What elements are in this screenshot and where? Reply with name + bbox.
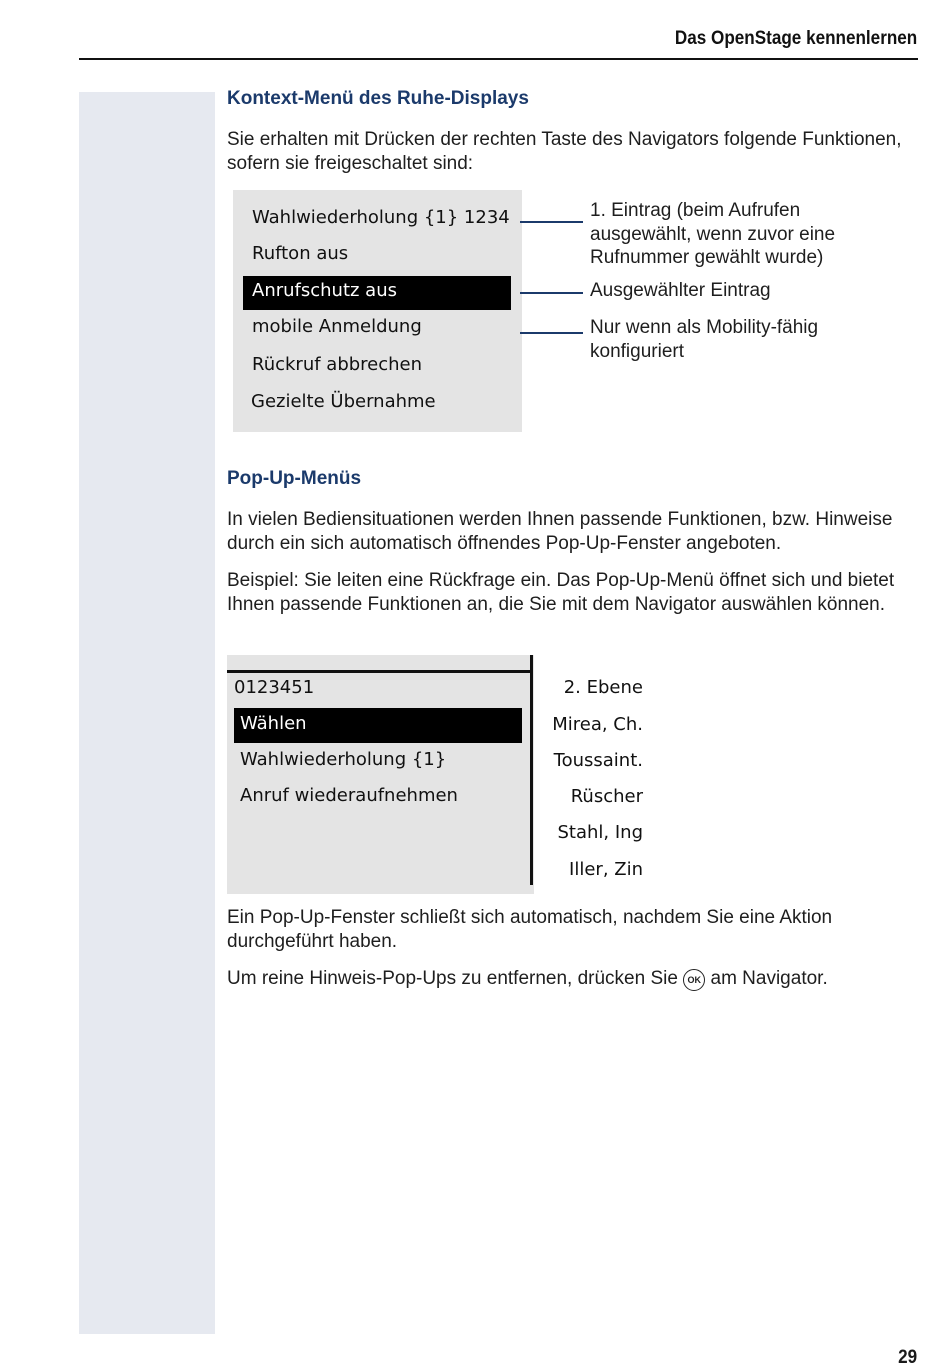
popup-display xyxy=(227,655,534,894)
menu-item-dnd-off-selected: Anrufschutz aus xyxy=(243,276,511,310)
callout-line-selected-entry xyxy=(520,292,583,294)
popup-para-4 xyxy=(227,967,927,991)
second-level-entry: Rüscher xyxy=(570,786,643,807)
second-level-entry: Stahl, Ing xyxy=(557,822,643,843)
ok-key-icon: OK xyxy=(683,969,705,991)
second-level-list xyxy=(543,0,643,880)
menu-item-redial: Wahlwiederholung {1} 1234 xyxy=(252,207,510,228)
popup-item-dial-selected: Wählen xyxy=(234,708,522,743)
section-heading-context-menu: Kontext-Menü des Ruhe-Displays xyxy=(227,88,529,109)
running-header: Das OpenStage kennenlernen xyxy=(674,28,917,49)
popup-para-2: Beispiel: Sie leiten eine Rückfrage ein. Das Pop-Up-Menü öffnet sich und bietet Ihnen passende Funktionen an, die Sie mit dem Navigator auswählen können. xyxy=(227,570,895,615)
popup-dialed-number: 0123451 xyxy=(234,677,315,698)
margin-column xyxy=(79,92,215,1334)
second-level-title: 2. Ebene xyxy=(563,677,643,698)
callout-line-first-entry xyxy=(520,221,583,223)
callout-mobility: Nur wenn als Mobility-fähig konfiguriert xyxy=(590,317,819,362)
callout-first-entry: 1. Eintrag (beim Aufrufen ausgewählt, wenn zuvor eine Rufnummer gewählt wurde) xyxy=(590,200,836,268)
header-rule xyxy=(79,58,918,60)
popup-para-4-before: Um reine Hinweis-Pop-Ups zu entfernen, drücken Sie xyxy=(227,968,678,989)
popup-item-resume-call: Anruf wiederaufnehmen xyxy=(240,785,458,806)
menu-item-directed-pickup: Gezielte Übernahme xyxy=(251,391,436,412)
popup-para-1: In vielen Bediensituationen werden Ihnen passende Funktionen, bzw. Hinweise durch ein sich automatisch öffnendes Pop-Up-Fenster angeboten. xyxy=(227,509,893,554)
idle-display-context-menu xyxy=(233,190,522,432)
callout-line-mobility xyxy=(520,332,583,334)
popup-para-4-after: am Navigator. xyxy=(710,968,828,989)
popup-right-border xyxy=(530,655,533,885)
second-level-entry: Mirea, Ch. xyxy=(552,714,643,735)
second-level-entry: Toussaint. xyxy=(553,750,643,771)
callout-selected-entry: Ausgewählter Eintrag xyxy=(590,280,771,301)
context-menu-intro: Sie erhalten mit Drücken der rechten Taste des Navigators folgende Funktionen, sofern sie freigeschaltet sind: xyxy=(227,129,902,174)
menu-item-ringer-off: Rufton aus xyxy=(252,243,349,264)
page-number: 29 xyxy=(897,1347,917,1368)
popup-para-3: Ein Pop-Up-Fenster schließt sich automatisch, nachdem Sie eine Aktion durchgeführt haben. xyxy=(227,907,833,952)
second-level-entry: Iller, Zin xyxy=(569,859,643,880)
popup-item-redial: Wahlwiederholung {1} xyxy=(240,749,447,770)
section-heading-popup-menus: Pop-Up-Menüs xyxy=(227,468,362,489)
menu-item-cancel-callback: Rückruf abbrechen xyxy=(252,354,423,375)
menu-item-mobile-login: mobile Anmeldung xyxy=(252,316,422,337)
popup-top-border xyxy=(227,670,532,673)
